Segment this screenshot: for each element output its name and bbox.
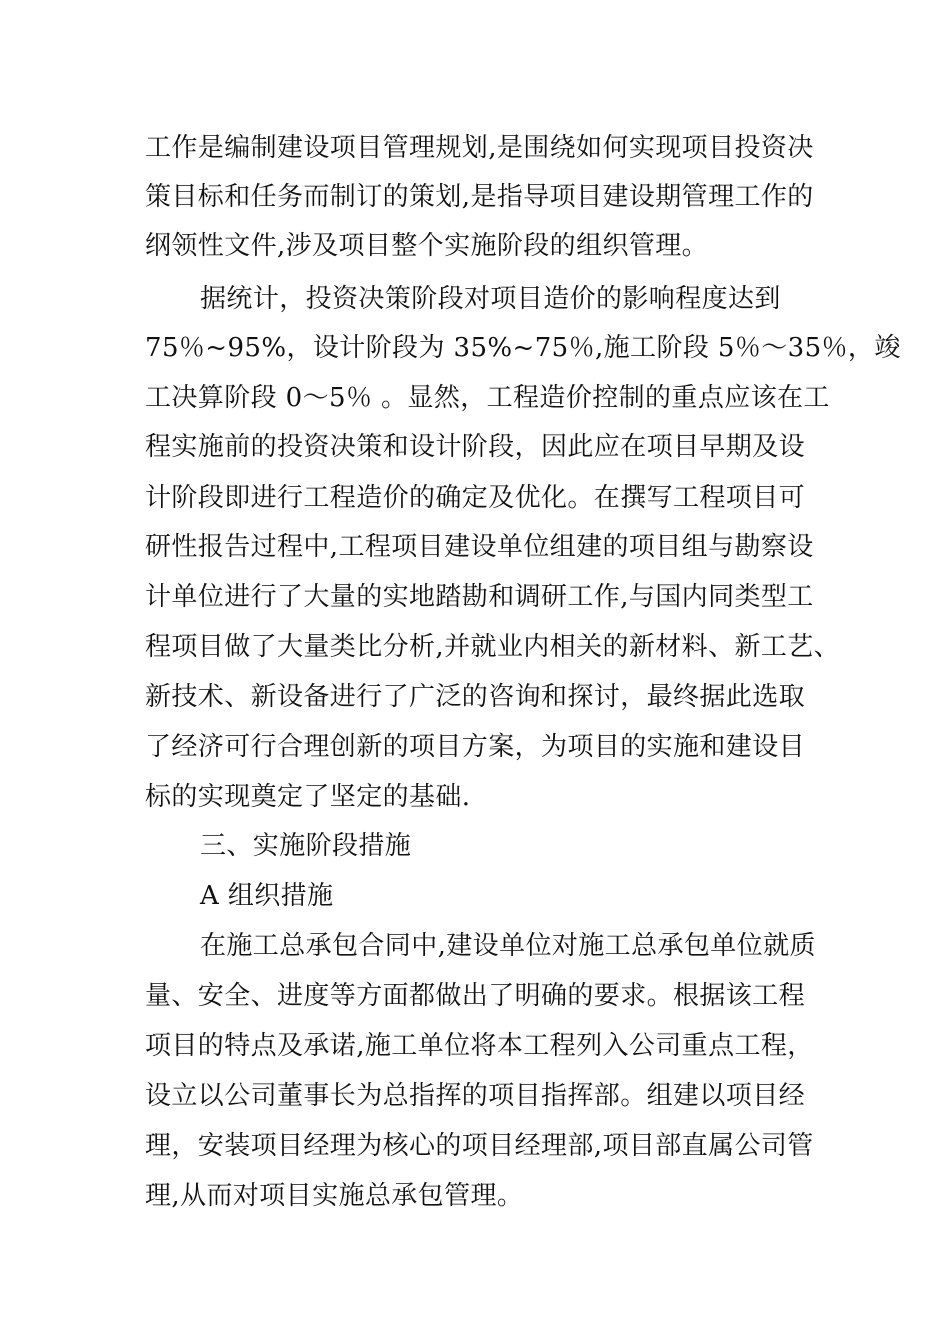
text-line: 工决算阶段 0～5％ 。显然，工程造价控制的重点应该在工	[145, 383, 830, 413]
text-line: 计阶段即进行工程造价的确定及优化。在撰写工程项目可	[145, 483, 806, 513]
section-heading: 三、实施阶段措施	[200, 831, 412, 861]
text-line: 纲领性文件,涉及项目整个实施阶段的组织管理。	[145, 231, 709, 261]
text-line: 了经济可行合理创新的项目方案，为项目的实施和建设目	[145, 732, 806, 762]
text-line: 项目的特点及承诺,施工单位将本工程列入公司重点工程，	[145, 1031, 814, 1061]
subsection-heading: A 组织措施	[200, 881, 334, 911]
text-line: 程实施前的投资决策和设计阶段，因此应在项目早期及设	[145, 432, 806, 462]
text-line: 75％~95%，设计阶段为 35%~75％,施工阶段 5％～35％，竣	[145, 333, 901, 363]
text-line: 量、安全、进度等方面都做出了明确的要求。根据该工程	[145, 981, 806, 1011]
text-line: 策目标和任务而制订的策划,是指导项目建设期管理工作的	[145, 182, 814, 212]
text-line: 计单位进行了大量的实地踏勘和调研工作,与国内同类型工	[145, 582, 814, 612]
text-line: 新技术、新设备进行了广泛的咨询和探讨，最终据此选取	[145, 682, 806, 712]
text-line: 理,从而对项目实施总承包管理。	[145, 1181, 524, 1211]
paragraph-first-line: 在施工总承包合同中,建设单位对施工总承包单位就质	[200, 931, 816, 961]
text-line: 设立以公司董事长为总指挥的项目指挥部。组建以项目经	[145, 1081, 806, 1111]
text-line: 理，安装项目经理为核心的项目经理部,项目部直属公司管	[145, 1131, 814, 1161]
text-line: 标的实现奠定了坚定的基础.	[145, 782, 471, 812]
text-line: 研性报告过程中,工程项目建设单位组建的项目组与勘察设	[145, 532, 814, 562]
paragraph-first-line: 据统计，投资决策阶段对项目造价的影响程度达到	[200, 284, 781, 314]
text-line: 工作是编制建设项目管理规划,是围绕如何实现项目投资决	[145, 133, 814, 163]
text-line: 程项目做了大量类比分析,并就业内相关的新材料、新工艺、	[145, 632, 841, 662]
